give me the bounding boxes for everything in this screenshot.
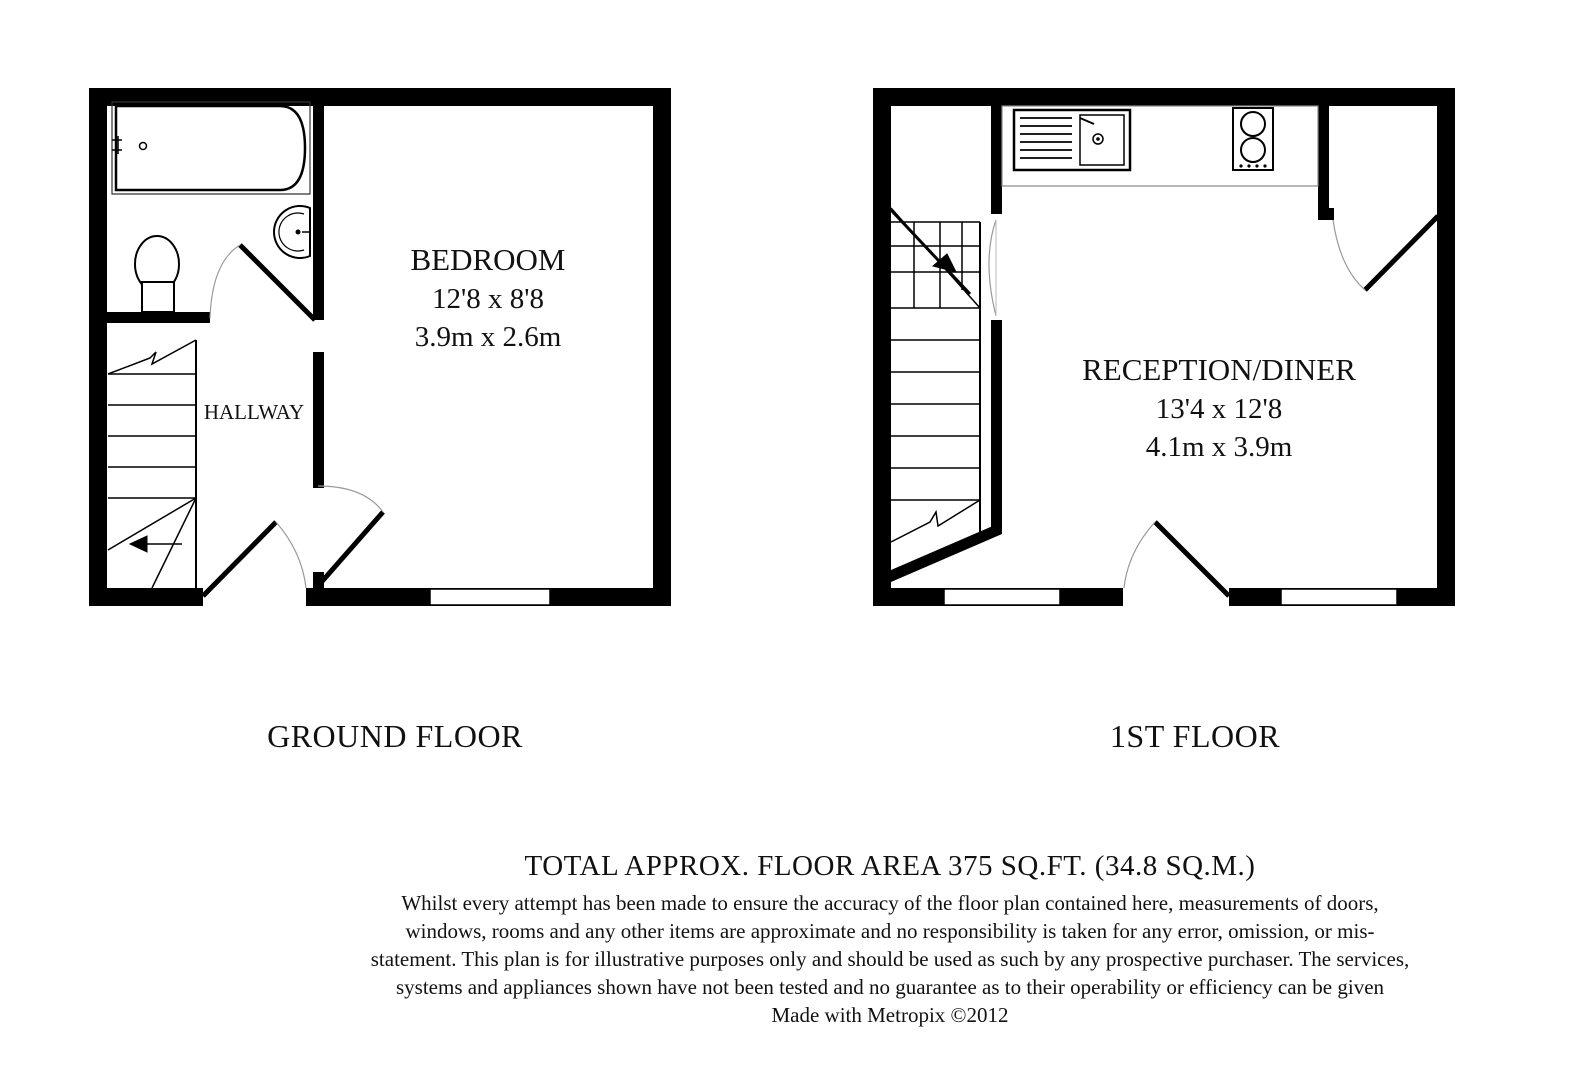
bedroom-name: BEDROOM xyxy=(410,242,566,277)
hallway-name: HALLWAY xyxy=(203,400,305,424)
angled-wall xyxy=(891,522,1002,582)
bedroom-size-imperial: 12'8 x 8'8 xyxy=(432,283,544,315)
total-floor-area: TOTAL APPROX. FLOOR AREA 375 SQ.FT. (34.8 SQ.M.) xyxy=(524,850,1256,882)
window-icon xyxy=(430,589,550,605)
stairs-icon xyxy=(108,340,196,588)
reception-size-metric: 4.1m x 3.9m xyxy=(1145,431,1293,463)
disclaimer-text: Whilst every attempt has been made to ensure the accuracy of the floor plan contained here, measurements of doors, windows, rooms and any other items are approximate and no responsibility is taken for any error, omission, or mis-statement. This plan is for illustrative purposes only and should be used as such by any prospective purchaser. The services, systems and appliances shown have not been tested and no guarantee as to their operability or efficiency can be given xyxy=(370,891,1410,999)
bedroom-size-metric: 3.9m x 2.6m xyxy=(414,321,562,353)
window-icon xyxy=(1281,589,1397,605)
basin-icon xyxy=(274,206,310,258)
reception-name: RECEPTION/DINER xyxy=(1082,352,1356,387)
stairs-icon xyxy=(891,208,980,542)
hob-icon xyxy=(1233,108,1273,170)
credit-text: Made with Metropix ©2012 xyxy=(771,1003,1009,1027)
ground-floor-plan xyxy=(89,88,671,606)
door-icon xyxy=(1333,216,1438,290)
first-floor-plan xyxy=(873,88,1455,606)
reception-size-imperial: 13'4 x 12'8 xyxy=(1155,393,1283,425)
sink-icon xyxy=(1014,110,1130,170)
door-icon xyxy=(318,486,383,586)
bath-icon xyxy=(112,102,310,194)
toilet-icon xyxy=(135,236,179,312)
first-floor-label: 1ST FLOOR xyxy=(1109,718,1281,754)
door-icon xyxy=(1124,522,1229,596)
door-icon xyxy=(989,220,996,316)
window-icon xyxy=(944,589,1060,605)
ground-floor-label: GROUND FLOOR xyxy=(267,718,523,754)
footer xyxy=(360,850,1420,1029)
door-icon xyxy=(203,522,306,596)
